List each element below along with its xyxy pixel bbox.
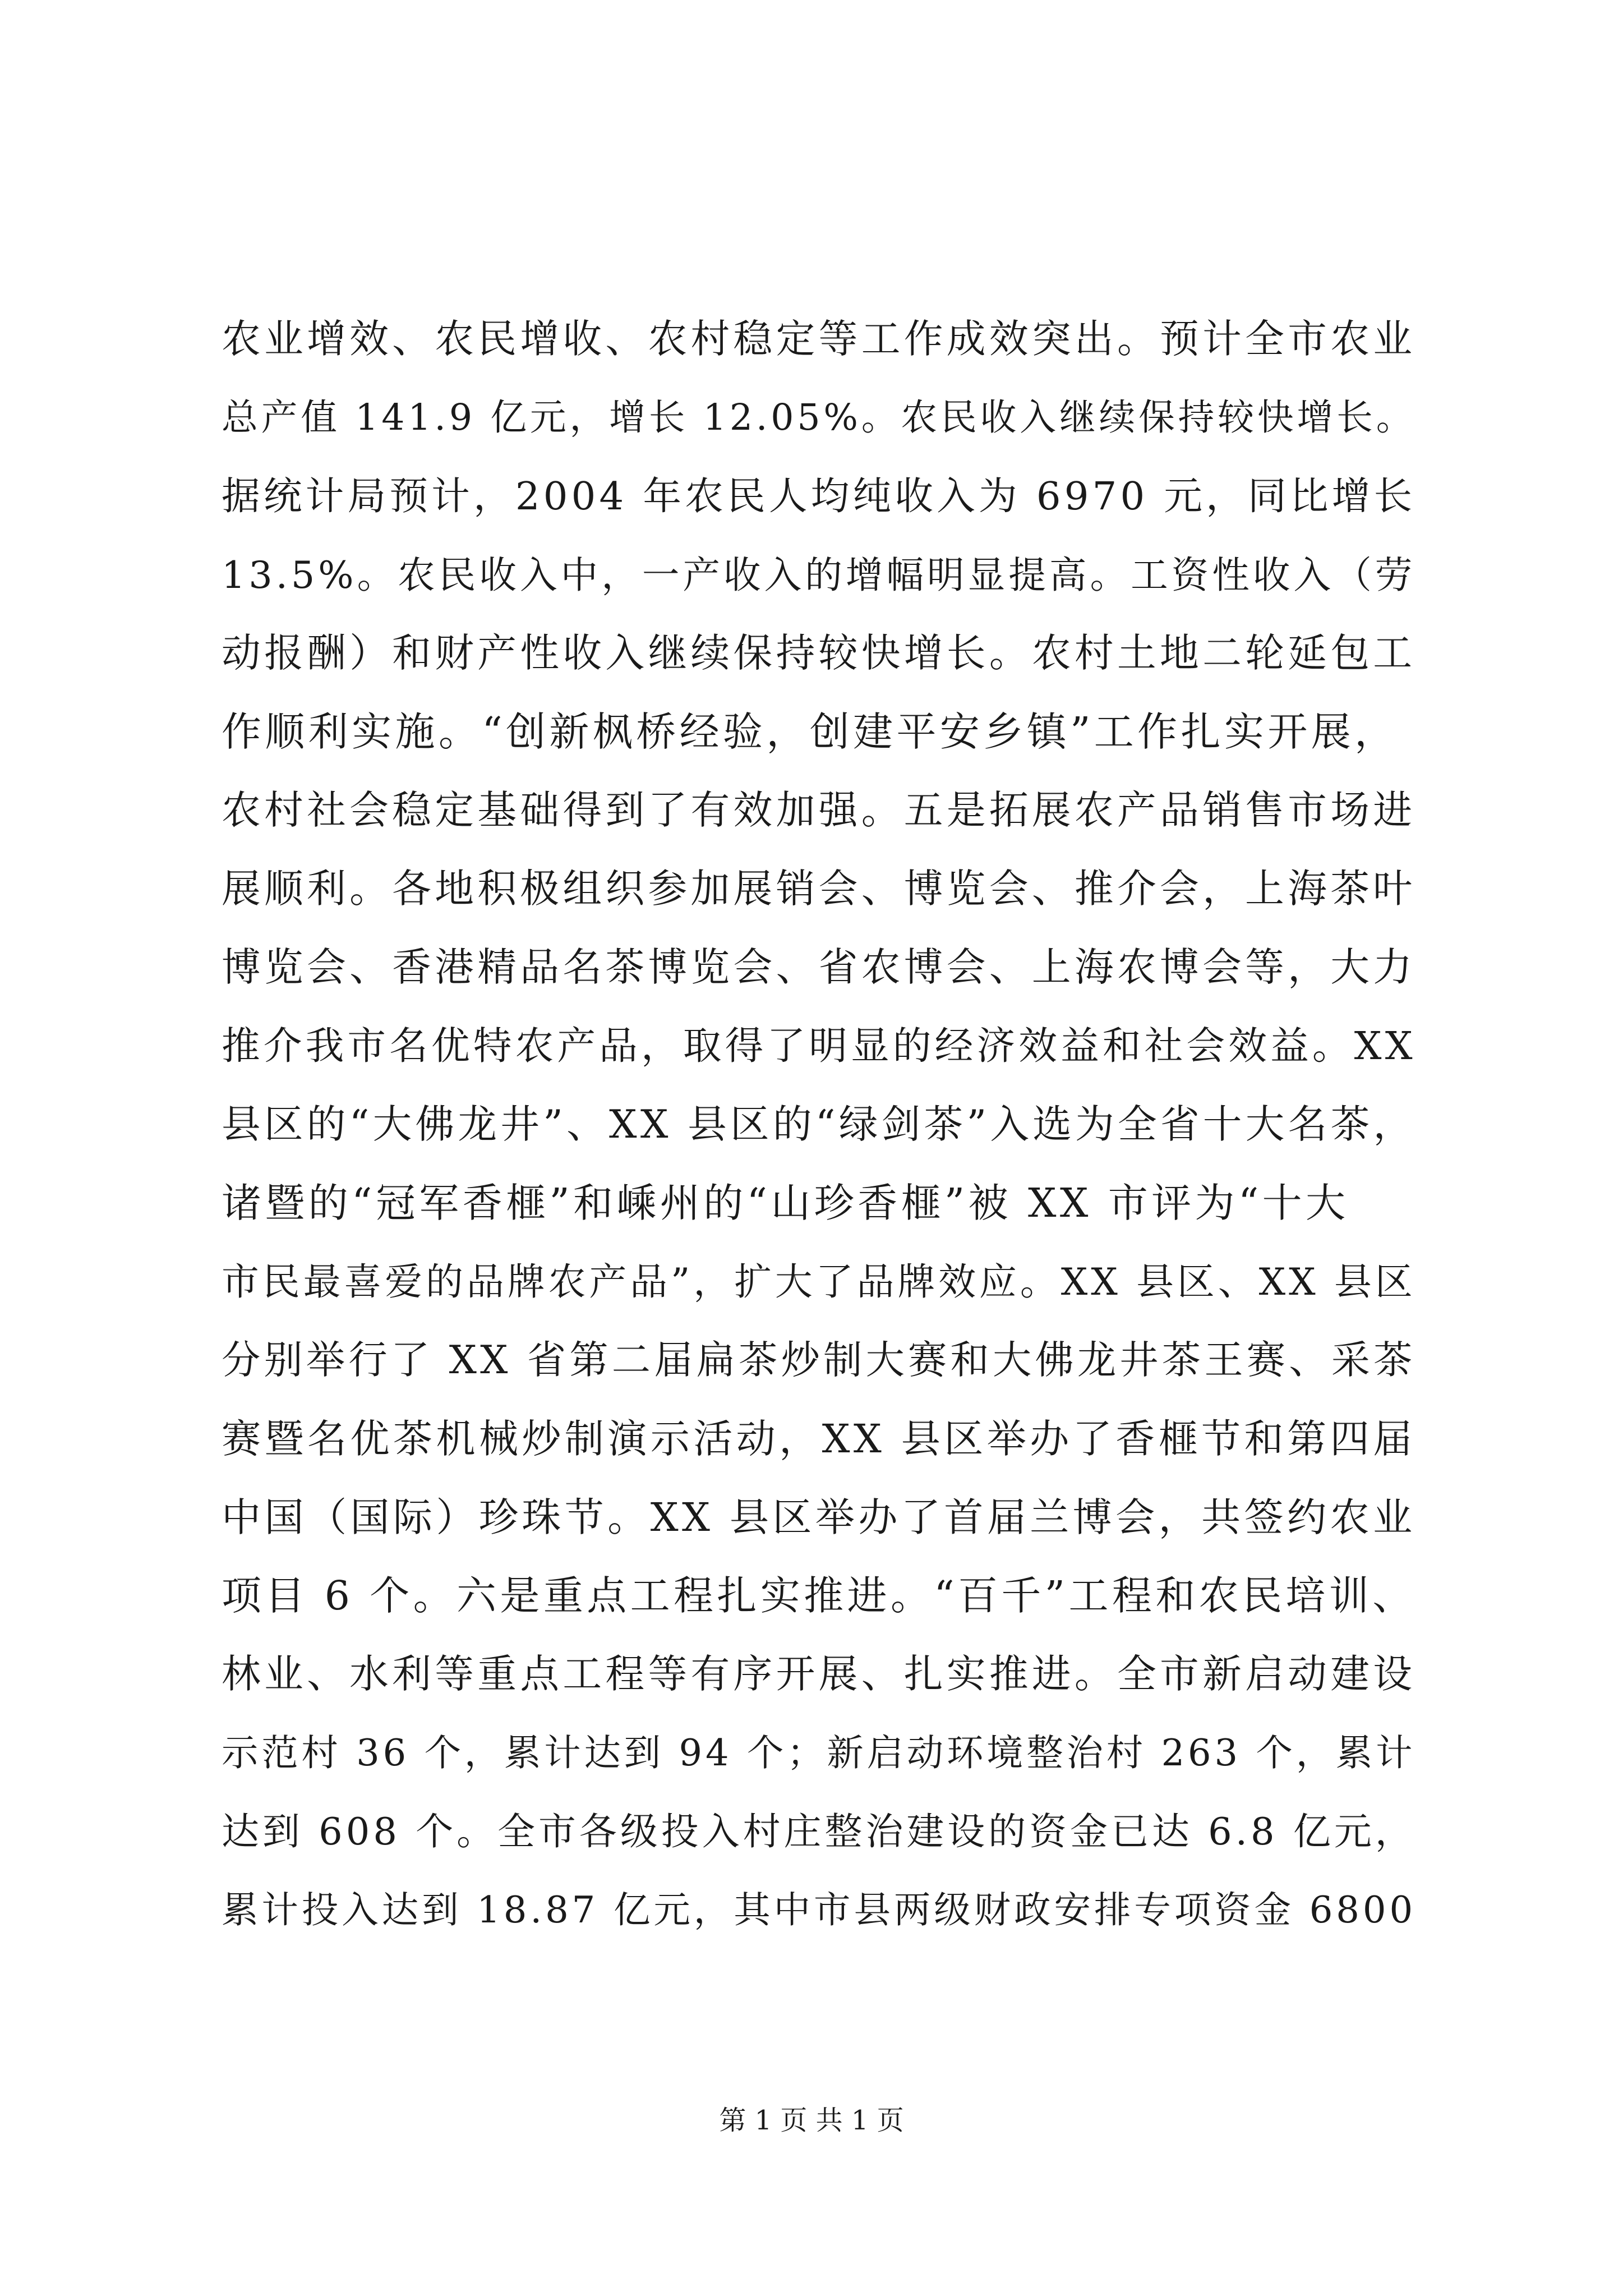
text-line: 项目 6 个。六是重点工程扎实推进。“百千”工程和农民培训、 (222, 1572, 1416, 1619)
text-line: 市民最喜爱的品牌农产品”，扩大了品牌效应。XX 县区、XX 县区 (222, 1260, 1416, 1304)
text-line: 赛暨名优茶机械炒制演示活动，XX 县区举办了香榧节和第四届 (222, 1416, 1416, 1462)
text-line: 展顺利。各地积极组织参加展销会、博览会、推介会，上海茶叶 (222, 866, 1416, 912)
text-line: 农业增效、农民增收、农村稳定等工作成效突出。预计全市农业 (222, 316, 1416, 362)
text-line: 总产值 141.9 亿元，增长 12.05%。农民收入继续保持较快增长。 (222, 397, 1416, 439)
text-line: 动报酬）和财产性收入继续保持较快增长。农村土地二轮延包工 (222, 631, 1416, 676)
text-line: 林业、水利等重点工程等有序开展、扎实推进。全市新启动建设 (222, 1651, 1416, 1697)
text-line: 中国（国际）珍珠节。XX 县区举办了首届兰博会，共签约农业 (222, 1494, 1416, 1540)
text-line: 示范村 36 个，累计达到 94 个；新启动环境整治村 263 个，累计 (222, 1732, 1416, 1774)
text-line: 县区的“大佛龙井”、XX 县区的“绿剑茶”入选为全省十大名茶， (222, 1102, 1416, 1147)
text-line: 诸暨的“冠军香榧”和嵊州的“山珍香榧”被 XX 市评为“十大 (222, 1180, 1349, 1226)
text-line: 达到 608 个。全市各级投入村庄整治建设的资金已达 6.8 亿元， (222, 1810, 1416, 1853)
text-line: 作顺利实施。“创新枫桥经验，创建平安乡镇”工作扎实开展， (222, 708, 1398, 755)
text-line: 分别举行了 XX 省第二届扁茶炒制大赛和大佛龙井茶王赛、采茶 (222, 1338, 1416, 1383)
text-line: 据统计局预计，2004 年农民人均纯收入为 6970 元，同比增长 (222, 474, 1416, 519)
text-line: 博览会、香港精品名茶博览会、省农博会、上海农博会等，大力 (222, 945, 1416, 990)
text-line: 推介我市名优特农产品，取得了明显的经济效益和社会效益。XX (222, 1024, 1416, 1069)
text-line: 累计投入达到 18.87 亿元，其中市县两级财政安排专项资金 6800 (222, 1889, 1417, 1931)
text-line: 13.5%。农民收入中，一产收入的增幅明显提高。工资性收入（劳 (222, 553, 1416, 597)
text-line: 农村社会稳定基础得到了有效加强。五是拓展农产品销售市场进 (222, 788, 1416, 833)
page-number-footer: 第 1 页 共 1 页 (719, 2105, 904, 2136)
